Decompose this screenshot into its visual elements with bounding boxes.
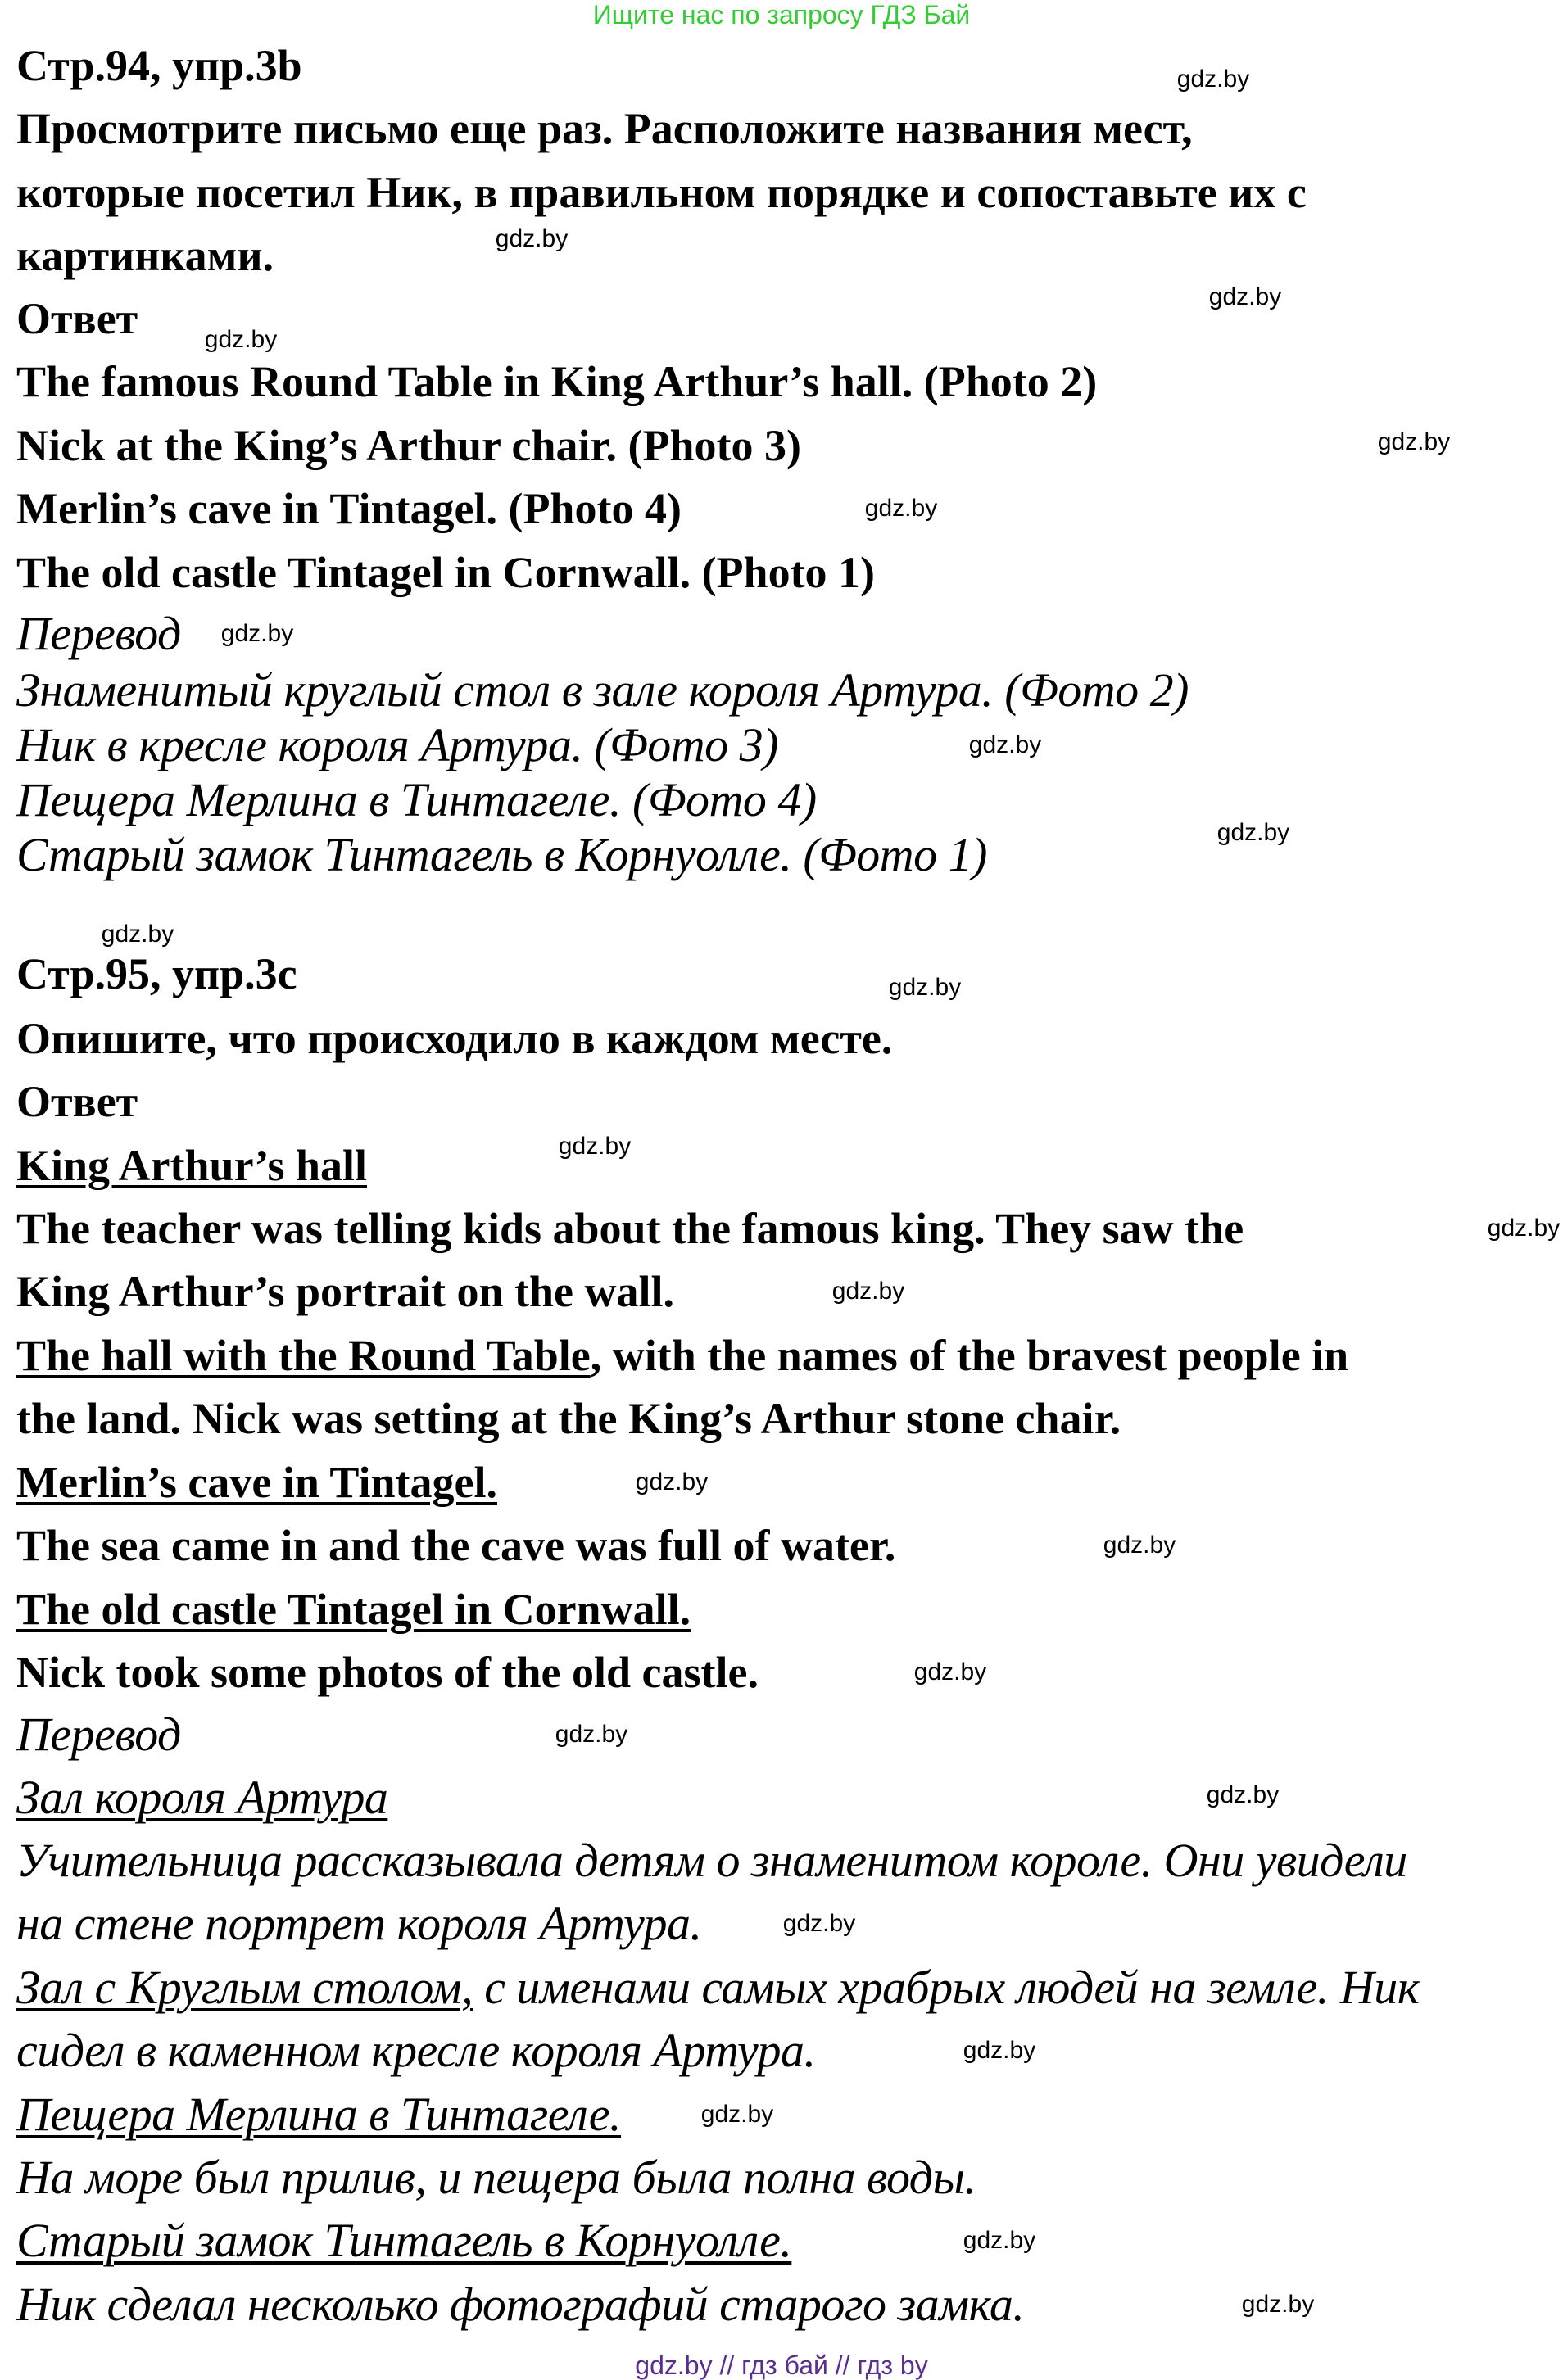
task-line: картинками. bbox=[16, 231, 274, 280]
watermark: gdz.by bbox=[864, 495, 938, 522]
search-banner: Ищите нас по запросу ГДЗ Бай bbox=[592, 0, 971, 29]
watermark: gdz.by bbox=[204, 326, 278, 353]
translation-line: Ник сделал несколько фотографий старого замка. bbox=[16, 2278, 1025, 2331]
place-heading: The hall with the Round Table bbox=[16, 1331, 591, 1380]
translation-line: На море был прилив, и пещера была полна воды. bbox=[16, 2151, 976, 2204]
place-heading: Старый замок Тинтагель в Корнуолле. bbox=[16, 2214, 792, 2267]
answer-text: , with the names of the bravest people in bbox=[590, 1331, 1349, 1380]
answer-line bbox=[16, 1333, 1348, 1378]
watermark: gdz.by bbox=[495, 225, 569, 252]
task-line: которые посетил Ник, в правильном порядке и сопоставьте их с bbox=[16, 168, 1307, 217]
translation-line: Пещера Мерлина в Тинтагеле. (Фото 4) bbox=[16, 773, 817, 826]
translation-line: Ник в кресле короля Артура. (Фото 3) bbox=[16, 718, 778, 771]
exercise-title: Стр.95, упр.3с bbox=[16, 949, 297, 998]
place-heading: Merlin’s cave in Tintagel. bbox=[16, 1458, 497, 1507]
answer-line: Nick at the King’s Arthur chair. (Photo 3) bbox=[16, 421, 801, 470]
place-heading: Пещера Мерлина в Тинтагеле. bbox=[16, 2088, 622, 2141]
translation-label: Перевод bbox=[16, 607, 181, 660]
watermark: gdz.by bbox=[1377, 428, 1451, 455]
watermark: gdz.by bbox=[1208, 283, 1282, 310]
watermark: gdz.by bbox=[101, 921, 174, 948]
watermark: gdz.by bbox=[1103, 1532, 1176, 1559]
task-line: Просмотрите письмо еще раз. Расположите названия мест, bbox=[16, 104, 1193, 153]
translation-line: Учительница рассказывала детям о знаменитом короле. Они увидели bbox=[16, 1834, 1407, 1887]
watermark: gdz.by bbox=[782, 1910, 856, 1937]
place-heading: The old castle Tintagel in Cornwall. bbox=[16, 1585, 691, 1634]
answer-line: The old castle Tintagel in Cornwall. (Photo 1) bbox=[16, 548, 876, 597]
translation-text: с именами самых храбрых людей на земле. Ник bbox=[473, 1961, 1420, 2014]
place-heading: Зал с Круглым столом, bbox=[16, 1961, 473, 2014]
watermark: gdz.by bbox=[1216, 819, 1290, 846]
watermark: gdz.by bbox=[888, 974, 962, 1001]
answer-line: Nick took some photos of the old castle. bbox=[16, 1648, 759, 1697]
answer-line: The famous Round Table in King Arthur’s hall. (Photo 2) bbox=[16, 357, 1098, 406]
watermark: gdz.by bbox=[555, 1721, 628, 1748]
place-heading: Зал короля Артура bbox=[16, 1771, 388, 1824]
task-line: Опишите, что происходило в каждом месте. bbox=[16, 1014, 893, 1063]
place-heading: King Arthur’s hall bbox=[16, 1141, 368, 1190]
watermark: gdz.by bbox=[963, 2227, 1036, 2254]
answer-line: the land. Nick was setting at the King’s Arthur stone chair. bbox=[16, 1394, 1121, 1443]
answer-label: Ответ bbox=[16, 1077, 138, 1126]
translation-line: Старый замок Тинтагель в Корнуолле. (Фото 1) bbox=[16, 828, 987, 881]
translation-line: Знаменитый круглый стол в зале короля Артура. (Фото 2) bbox=[16, 663, 1189, 717]
watermark: gdz.by bbox=[913, 1658, 987, 1685]
watermark: gdz.by bbox=[558, 1133, 632, 1160]
translation-line: на стене портрет короля Артура. bbox=[16, 1897, 702, 1950]
watermark: gdz.by bbox=[635, 1468, 709, 1495]
watermark: gdz.by bbox=[831, 1278, 905, 1305]
watermark: gdz.by bbox=[700, 2101, 774, 2128]
watermark: gdz.by bbox=[968, 731, 1042, 758]
watermark: gdz.by bbox=[220, 620, 294, 647]
answer-line: Merlin’s cave in Tintagel. (Photo 4) bbox=[16, 484, 682, 533]
answer-line: King Arthur’s portrait on the wall. bbox=[16, 1267, 674, 1316]
translation-line: сидел в каменном кресле короля Артура. bbox=[16, 2024, 816, 2077]
watermark: gdz.by bbox=[1487, 1215, 1561, 1242]
translation-line bbox=[16, 1961, 1420, 2014]
answer-label: Ответ bbox=[16, 294, 138, 343]
answer-line: The sea came in and the cave was full of water. bbox=[16, 1521, 896, 1570]
watermark: gdz.by bbox=[1206, 1781, 1280, 1808]
watermark: gdz.by bbox=[1176, 66, 1250, 93]
translation-label: Перевод bbox=[16, 1708, 181, 1761]
watermark: gdz.by bbox=[1241, 2291, 1315, 2318]
answer-line: The teacher was telling kids about the famous king. They saw the bbox=[16, 1204, 1244, 1253]
footer-links: gdz.by // гдз бай // гдз by bbox=[635, 2351, 928, 2380]
exercise-title: Стр.94, упр.3b bbox=[16, 41, 302, 90]
watermark: gdz.by bbox=[963, 2037, 1036, 2064]
